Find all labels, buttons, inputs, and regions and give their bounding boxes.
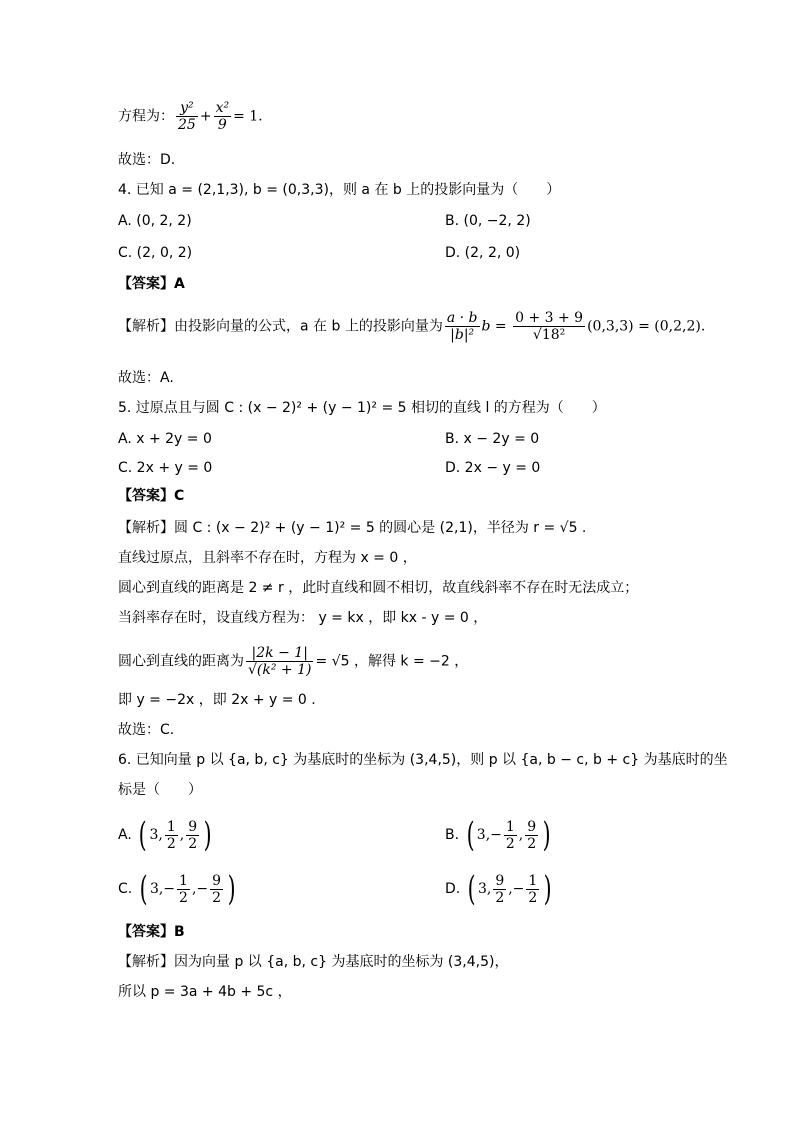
q5-analysis-1: 【解析】圆 C : (x − 2)² + (y − 1)² = 5 的圆心是 (2,1)，半径为 r = √5 . (118, 520, 587, 536)
q5-option-d: D. 2x − y = 0 (445, 460, 541, 476)
q6-option-c: C. ( 3,− $\frac{1}{2}$ ,− $\frac{9}{2}$ ) (118, 869, 236, 909)
q5-analysis-6: 即 y = −2x ，即 2x + y = 0 . (118, 692, 316, 708)
q4-answer: 【答案】A (118, 276, 185, 292)
choose-c-line: 故选：C. (118, 722, 175, 738)
q6-analysis-1: 【解析】因为向量 p 以 {a, b, c} 为基底时的坐标为 (3,4,5)， (118, 954, 509, 970)
distance-fraction: $\frac{|2k - 1|}{\text{√(k² + 1)}}$ (248, 645, 312, 678)
q5-stem: 5. 过原点且与圆 C : (x − 2)² + (y − 1)² = 5 相切的直线 l 的方程为（ ） (118, 400, 606, 416)
q6-option-a: A. ( 3, $\frac{1}{2}$ , $\frac{9}{2}$ ) (118, 815, 212, 855)
q5-analysis-2: 直线过原点，且斜率不存在时，方程为 x = 0 ， (118, 550, 417, 566)
q6-option-b: B. ( 3,− $\frac{1}{2}$ , $\frac{9}{2}$ ) (445, 815, 551, 855)
q5-option-a: A. x + 2y = 0 (118, 431, 212, 447)
q4-option-c: C. (2, 0, 2) (118, 245, 193, 261)
q5-option-b: B. x − 2y = 0 (445, 431, 540, 447)
q5-analysis-5: 圆心到直线的距离为 $\frac{|2k - 1|}{\text{√(k² + 1)}}$ = √5 ，解得 k = −2 ， (118, 645, 469, 678)
q4-option-d: D. (2, 2, 0) (445, 245, 521, 261)
q6-stem-1: 6. 已知向量 p 以 {a, b, c} 为基底时的坐标为 (3,4,5)，则 p 以 {a, b − c, b + c} 为基底时的坐 (118, 752, 728, 768)
q4-stem: 4. 已知 a = (2,1,3), b = (0,3,3)，则 a 在 b 上的投影向量为（ ） (118, 182, 561, 198)
choose-d-line: 故选：D. (118, 152, 176, 168)
q4-option-b: B. (0, −2, 2) (445, 213, 531, 229)
choose-a-line: 故选：A. (118, 370, 174, 386)
ellipse-equation-line: 方程为： $\frac{\text{y²}}{25}$ + $\frac{\text{x²}}{9}$ = 1. (118, 100, 263, 133)
value-fraction: $\frac{0 + 3 + 9}{\text{√18²}}$ (515, 310, 584, 343)
q6-analysis-2: 所以 p = 3a + 4b + 5c ， (118, 984, 292, 1000)
projection-fraction: $\frac{a \cdot b}{\text{|b|²}}$ (446, 310, 478, 343)
q4-option-a: A. (0, 2, 2) (118, 213, 192, 229)
fraction-y2-25: $\frac{\text{y²}}{25}$ (178, 100, 196, 133)
q5-analysis-3: 圆心到直线的距离是 2 ≠ r ，此时直线和圆不相切，故直线斜率不存在时无法成立； (118, 580, 639, 596)
q5-option-c: C. 2x + y = 0 (118, 460, 213, 476)
q6-option-d: D. ( 3, $\frac{9}{2}$ ,− $\frac{1}{2}$ ) (445, 869, 552, 909)
q6-stem-2: 标是（ ） (118, 782, 202, 798)
q4-analysis: 【解析】由投影向量的公式，a 在 b 上的投影向量为 $\frac{a \cdot b}{\text{|b|²}}$ b = $\frac{0 + 3 + 9}{\text{√18²}}$ (0,3,3) = (0,2,2). (118, 310, 706, 343)
equation-prefix: 方程为： (118, 108, 174, 125)
q5-analysis-4: 当斜率存在时，设直线方程为： y = kx ，即 kx - y = 0 ， (118, 610, 488, 626)
q5-answer: 【答案】C (118, 488, 185, 504)
fraction-x2-9: $\frac{\text{x²}}{9}$ (215, 100, 230, 133)
q6-answer: 【答案】B (118, 924, 185, 940)
